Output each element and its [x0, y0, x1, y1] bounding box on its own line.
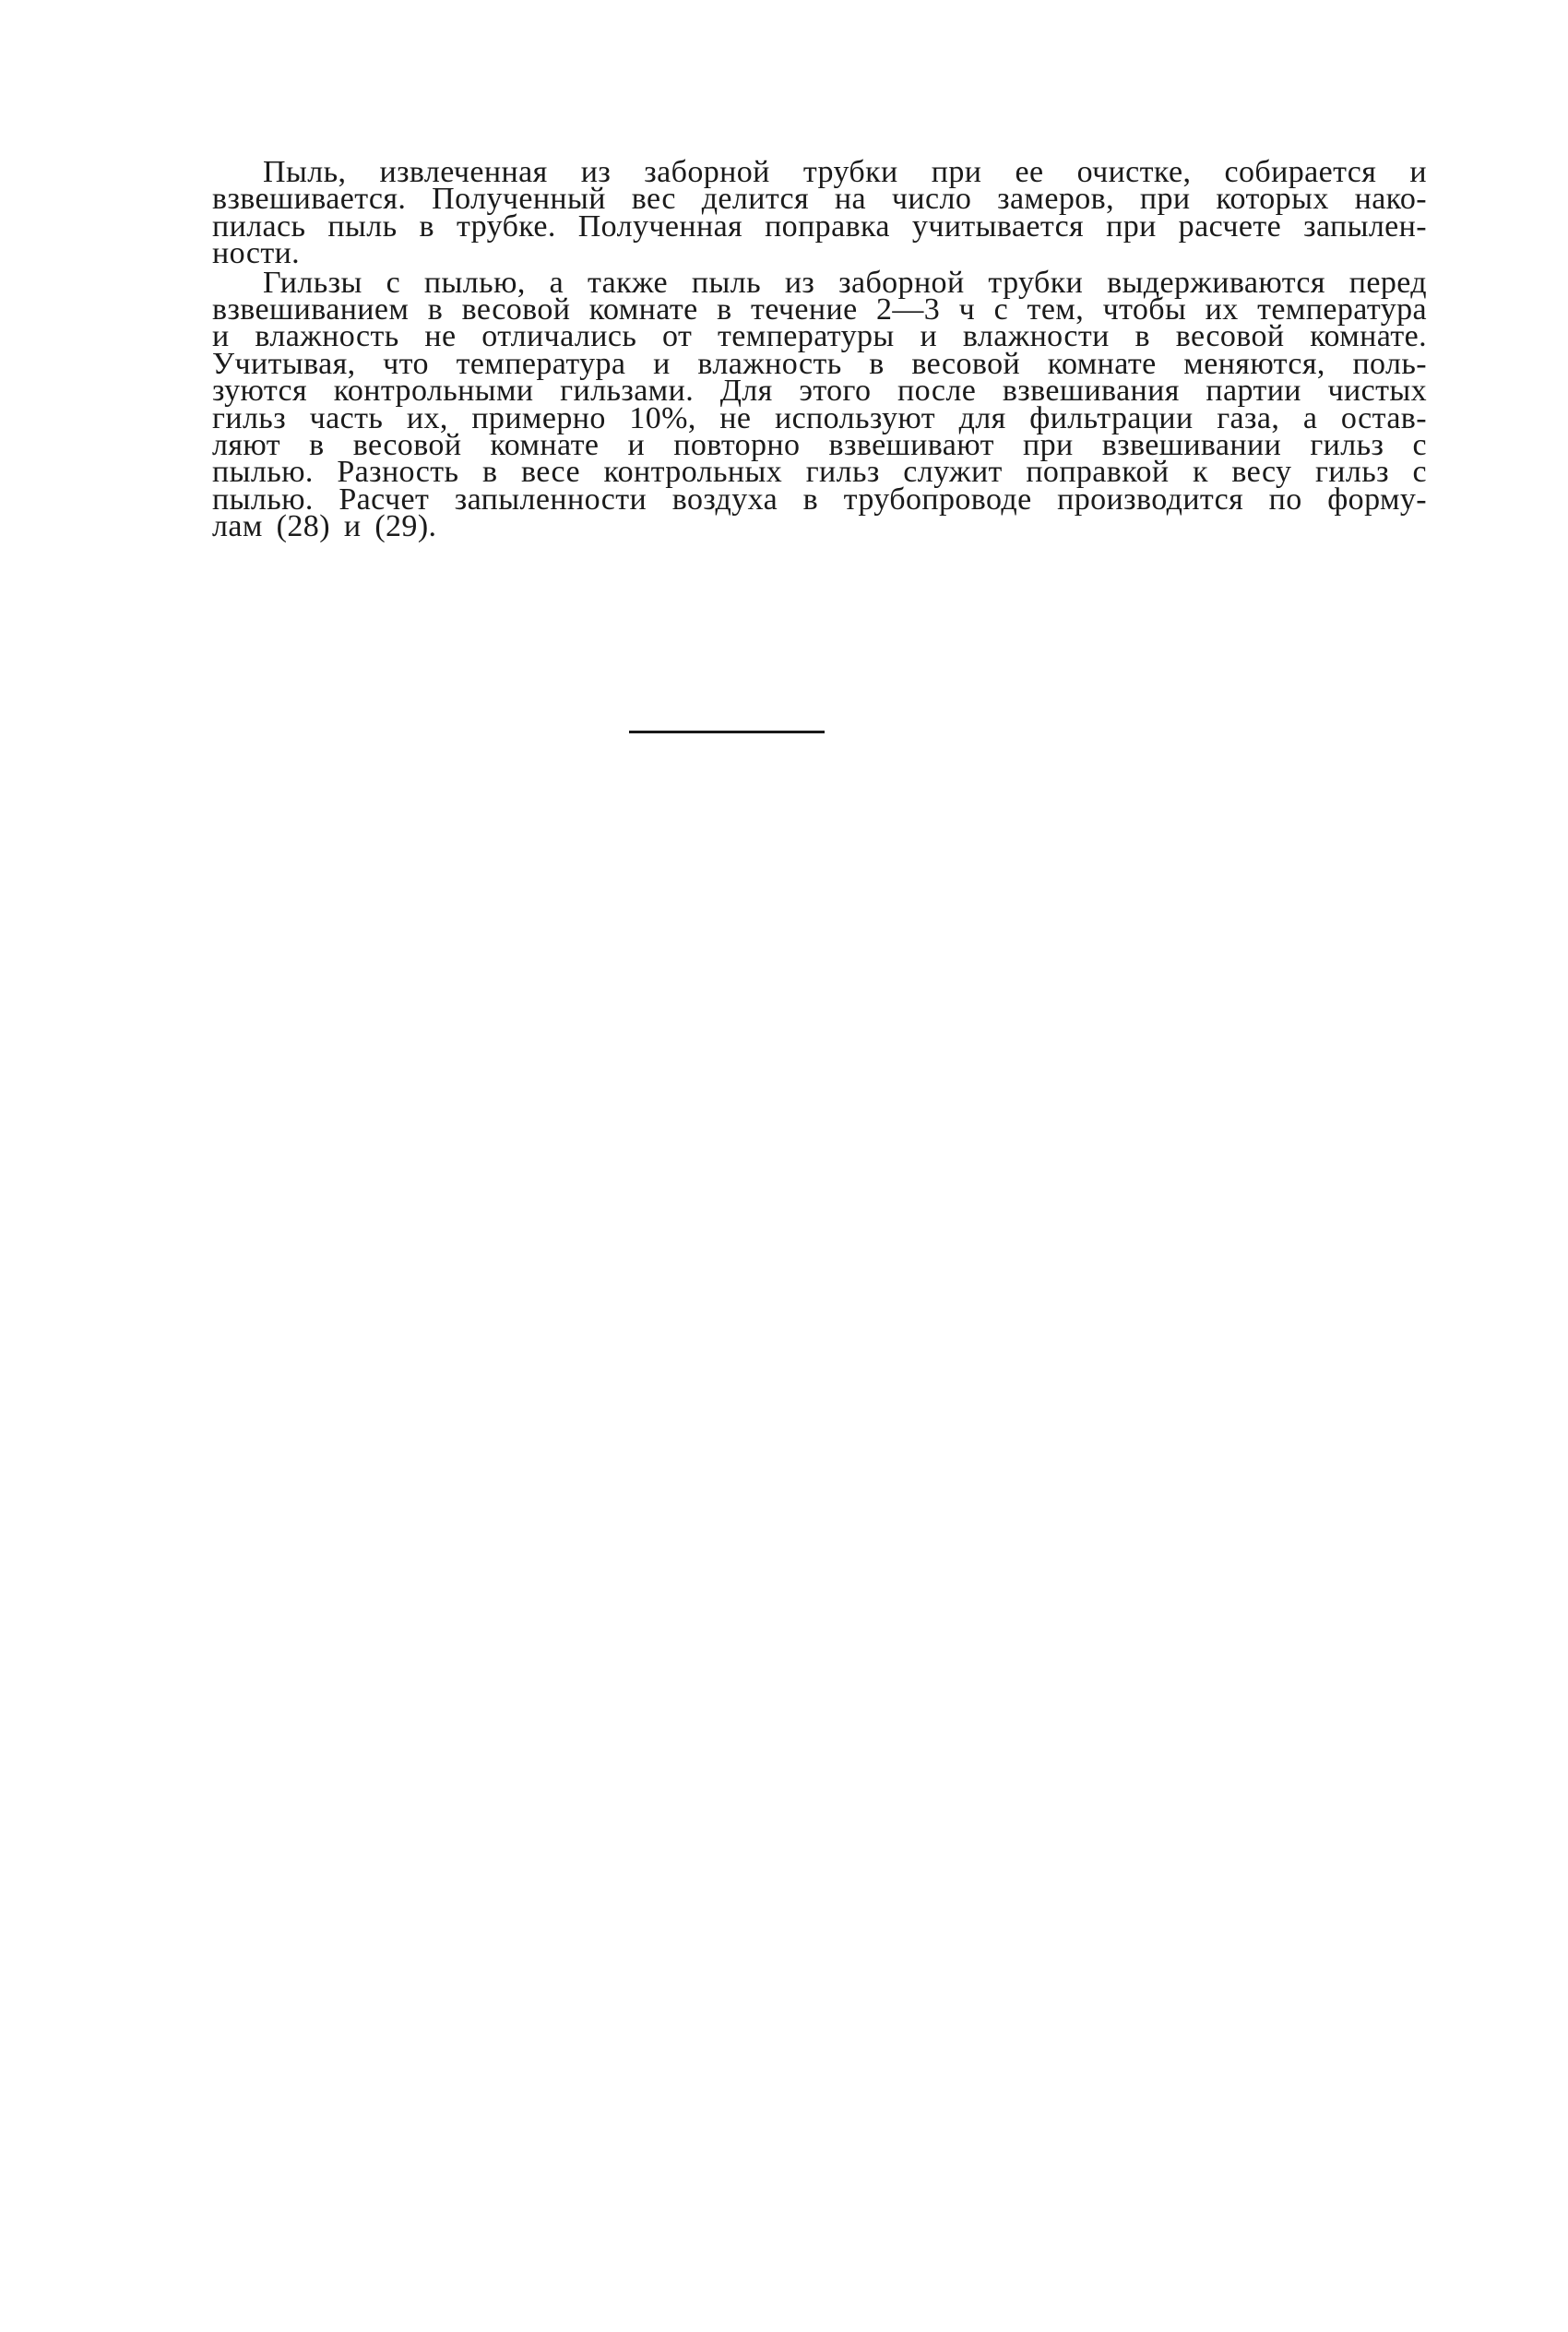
text-line: пылью. Разность в весе контрольных гильз служит поправкой к весу гильз с [212, 455, 1427, 490]
text-line: лам (28) и (29). [212, 509, 437, 544]
text-line: взвешиванием в весовой комнате в течение 2—3 ч с тем, чтобы их температура [212, 292, 1427, 327]
text-line: ности. [212, 236, 301, 271]
text-line: взвешивается. Полученный вес делится на число замеров, при которых нако- [212, 182, 1427, 217]
text-line: и влажность не отличались от температуры и влажности в весовой комнате. [212, 319, 1427, 354]
text-line: пилась пыль в трубке. Полученная поправка учитывается при расчете запылен- [212, 208, 1427, 244]
text-line: Гильзы с пылью, а также пыль из заборной трубки выдерживаются перед [263, 265, 1427, 300]
paragraph-control-sleeves [161, 265, 1427, 544]
text-line: ляют в весовой комнате и повторно взвешивают при взвешивании гильз с [212, 428, 1427, 463]
paragraph-dust-from-intake-tube [161, 155, 1427, 271]
text-line: гильз часть их, примерно 10%, не используют для фильтрации газа, а остав- [212, 400, 1427, 435]
text-line: зуются контрольными гильзами. Для этого после взвешивания партии чистых [212, 374, 1427, 409]
end-of-section-rule [629, 731, 825, 733]
body-text [161, 155, 1427, 544]
text-line: Пыль, извлеченная из заборной трубки при ее очистке, собирается и [263, 155, 1427, 189]
text-line: Учитывая, что температура и влажность в весовой комнате меняются, поль- [212, 346, 1427, 381]
text-line: пылью. Расчет запыленности воздуха в трубопроводе производится по форму- [212, 482, 1427, 517]
